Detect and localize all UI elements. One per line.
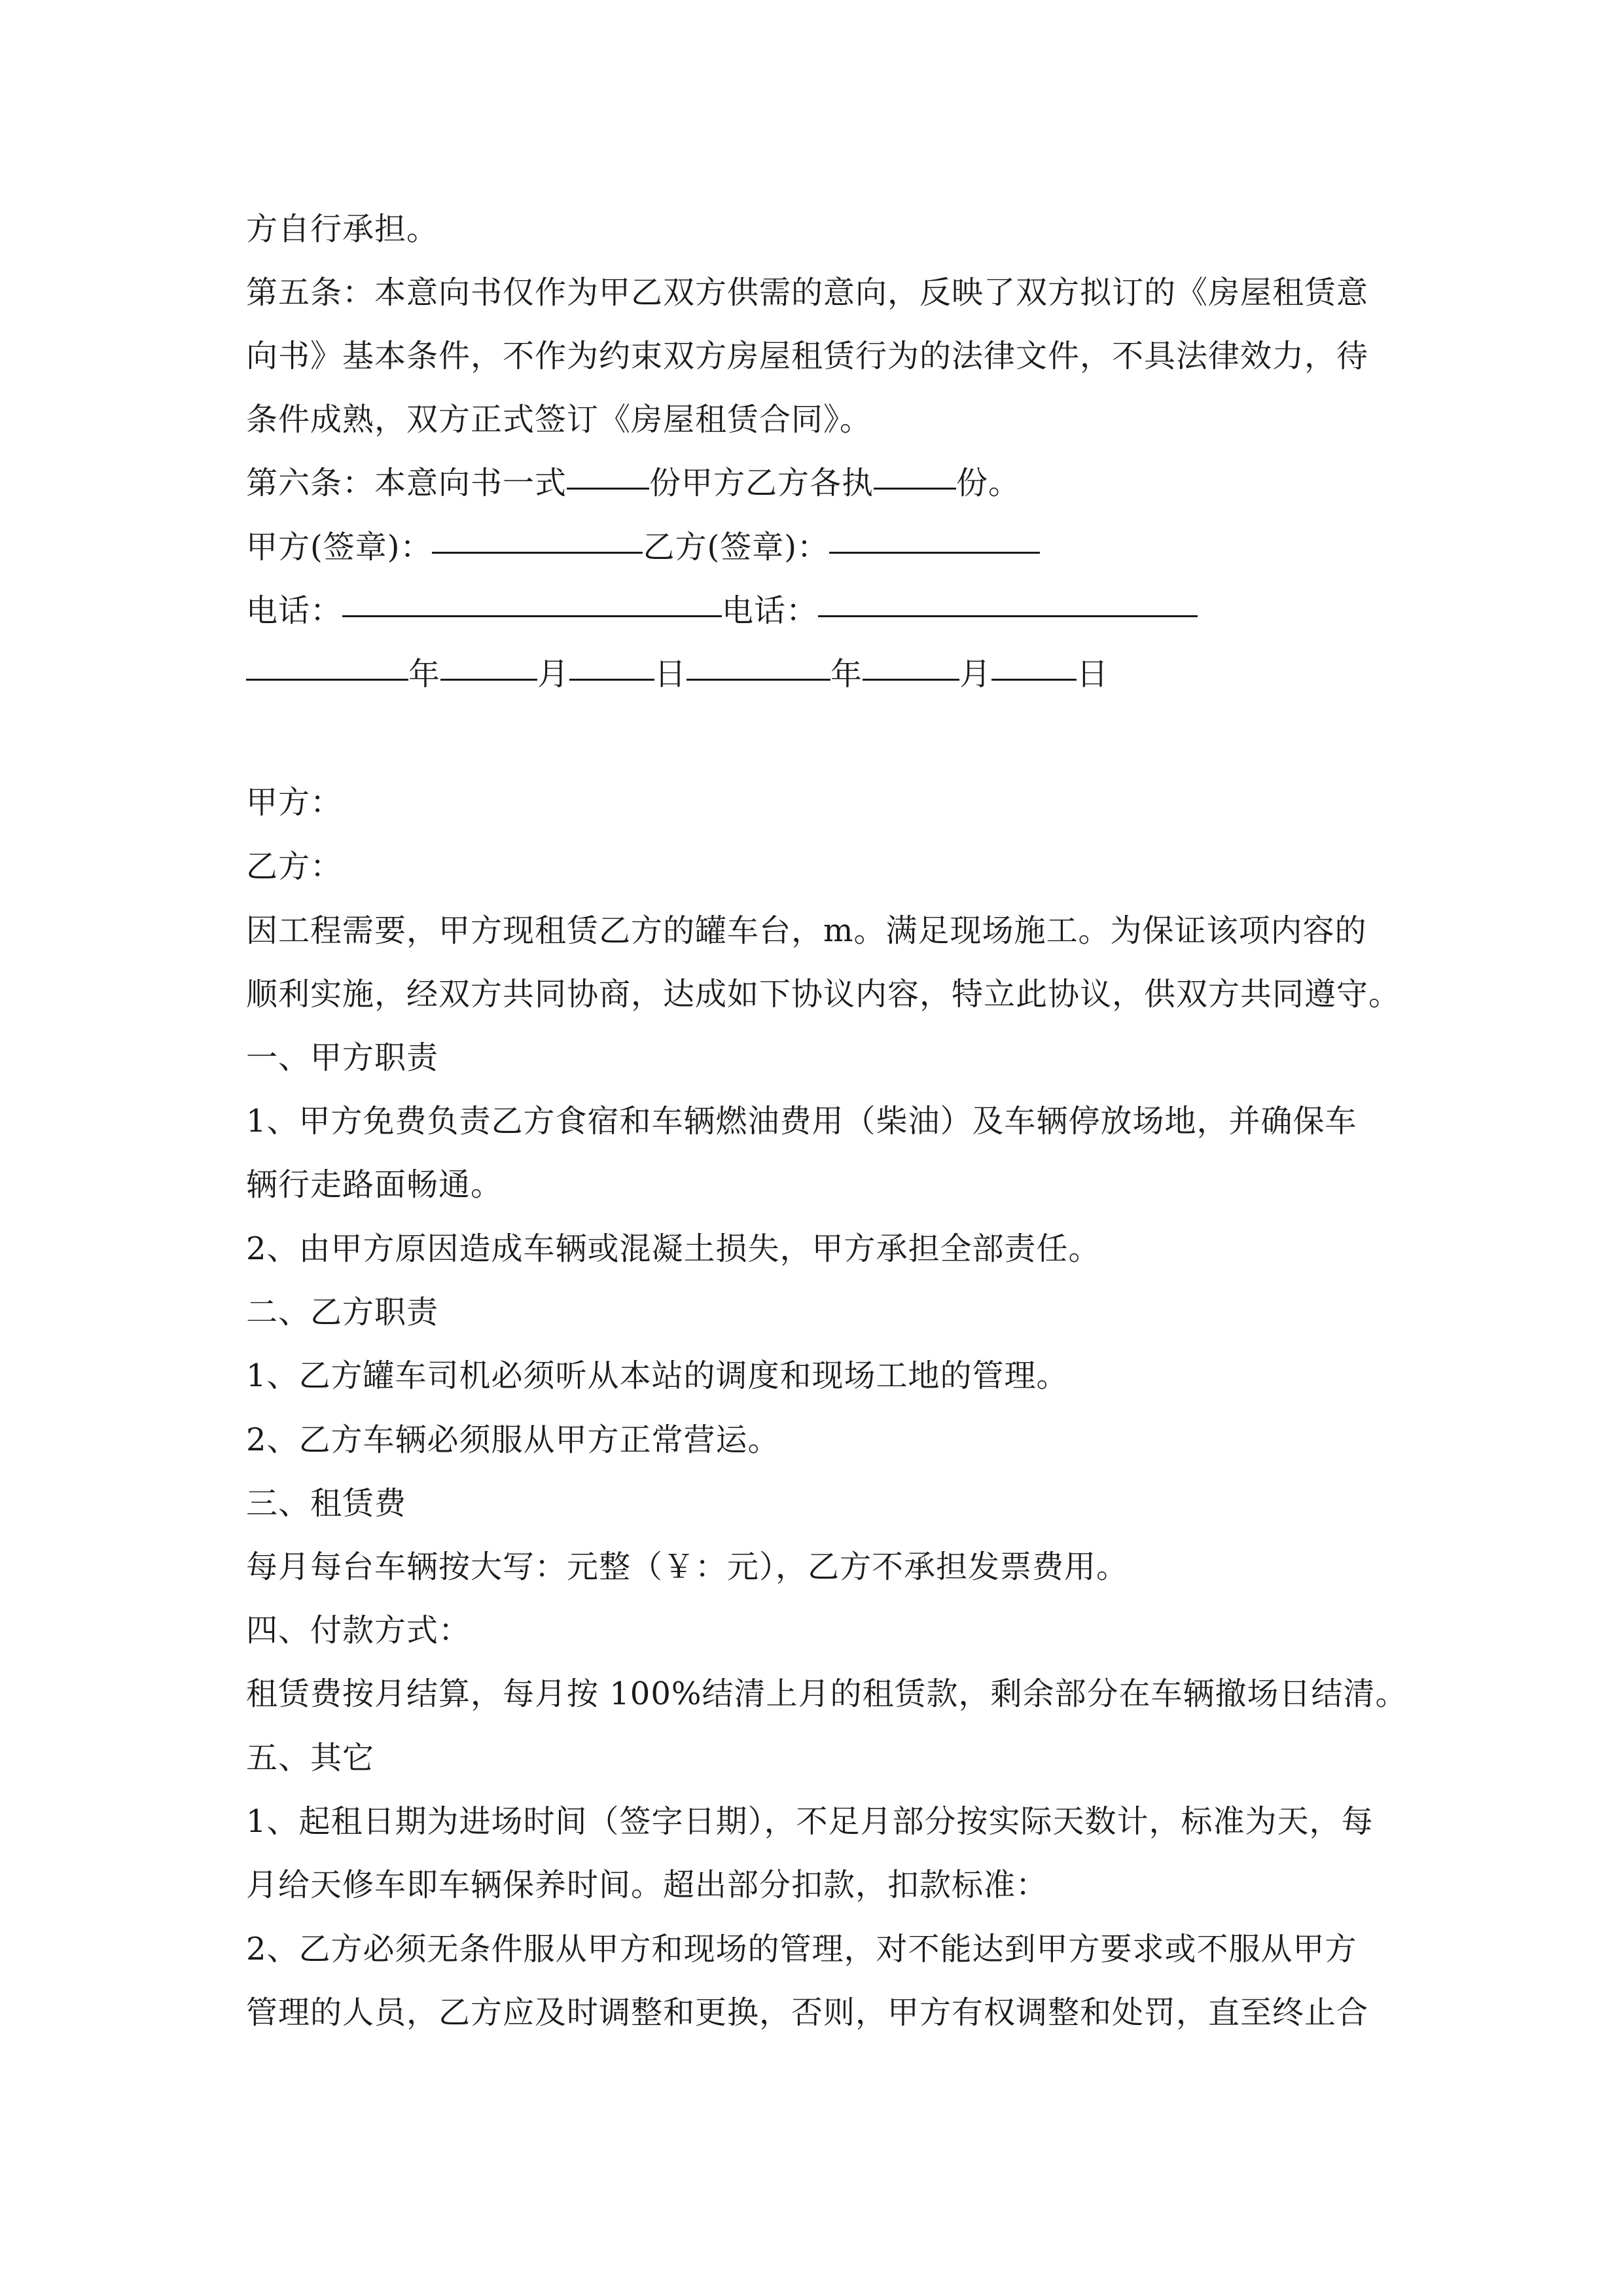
- section-4-title: 四、付款方式：: [246, 1612, 471, 1649]
- date-a-year-blank: [246, 638, 408, 681]
- article-5-line-3: 条件成熟，双方正式签订《房屋租赁合同》。: [246, 401, 872, 438]
- section-3-text: 每月每台车辆按大写：元整（￥：元），乙方不承担发票费用。: [246, 1549, 1129, 1585]
- date-a-month-label: 月: [537, 656, 570, 692]
- section-2-item-2: 2、乙方车辆必须服从甲方正常营运。: [246, 1422, 780, 1458]
- article-6-prefix: 第六条：本意向书一式: [246, 465, 567, 501]
- contract-intro-line-1: 因工程需要，甲方现租赁乙方的罐车台，m。满足现场施工。为保证该项内容的: [246, 912, 1367, 949]
- party-a-seal-blank: [432, 511, 643, 554]
- party-a-seal-label: 甲方(签章)：: [246, 529, 433, 565]
- section-2-item-1: 1、乙方罐车司机必须听从本站的调度和现场工地的管理。: [246, 1357, 1069, 1394]
- section-5-item-2-line-2: 管理的人员，乙方应及时调整和更换，否则，甲方有权调整和处罚，直至终止合: [246, 1994, 1369, 2031]
- section-5-title: 五、其它: [246, 1740, 375, 1776]
- date-line: [246, 641, 1109, 707]
- date-b-day-blank: [991, 638, 1077, 681]
- copies-each-blank: [874, 447, 956, 490]
- contract-party-b: 乙方：: [246, 848, 343, 885]
- date-a-month-blank: [440, 638, 537, 681]
- section-4-text: 租赁费按月结算，每月按 100%结清上月的租赁款，剩余部分在车辆撤场日结清。: [246, 1676, 1408, 1712]
- date-b-year-label: 年: [830, 656, 863, 692]
- date-a-day-label: 日: [654, 656, 687, 692]
- date-b-month-label: 月: [959, 656, 992, 692]
- prev-clause-tail: 方自行承担。: [246, 211, 439, 247]
- section-3-title: 三、租赁费: [246, 1485, 407, 1522]
- article-6-suffix: 份。: [956, 465, 1021, 501]
- section-1-item-1-line-1: 1、甲方免费负责乙方食宿和车辆燃油费用（柴油）及车辆停放场地，并确保车: [246, 1103, 1357, 1139]
- article-5-line-2: 向书》基本条件，不作为约束双方房屋租赁行为的法律文件，不具法律效力，待: [246, 338, 1369, 374]
- party-a-phone-blank: [342, 575, 722, 617]
- article-6-middle: 份甲方乙方各执: [649, 465, 874, 501]
- date-b-year-blank: [687, 638, 830, 681]
- date-a-year-label: 年: [408, 656, 441, 692]
- article-6: [246, 450, 1020, 516]
- section-5-item-1-line-2: 月给天修车即车辆保养时间。超出部分扣款，扣款标准：: [246, 1867, 1048, 1903]
- date-b-day-label: 日: [1077, 656, 1109, 692]
- date-a-day-blank: [569, 638, 654, 681]
- party-b-phone-label: 电话：: [722, 592, 819, 629]
- phone-line: [246, 578, 1198, 643]
- party-b-seal-blank: [829, 511, 1040, 554]
- party-a-phone-label: 电话：: [246, 592, 343, 629]
- section-1-item-1-line-2: 辆行走路面畅通。: [246, 1166, 503, 1203]
- party-b-seal-label: 乙方(签章)：: [643, 529, 829, 565]
- section-5-item-2-line-1: 2、乙方必须无条件服从甲方和现场的管理，对不能达到甲方要求或不服从甲方: [246, 1931, 1357, 1967]
- party-b-phone-blank: [818, 575, 1198, 617]
- section-1-item-2: 2、由甲方原因造成车辆或混凝土损失，甲方承担全部责任。: [246, 1230, 1101, 1267]
- signature-line: [246, 514, 1040, 580]
- section-2-title: 二、乙方职责: [246, 1294, 439, 1331]
- article-5-line-1: 第五条：本意向书仅作为甲乙双方供需的意向，反映了双方拟订的《房屋租赁意: [246, 274, 1369, 311]
- date-b-month-blank: [863, 638, 959, 681]
- contract-party-a: 甲方：: [246, 784, 343, 821]
- contract-intro-line-2: 顺利实施，经双方共同协商，达成如下协议内容，特立此协议，供双方共同遵守。: [246, 976, 1401, 1013]
- copies-total-blank: [567, 447, 649, 490]
- section-5-item-1-line-1: 1、起租日期为进场时间（签字日期），不足月部分按实际天数计，标准为天，每: [246, 1803, 1374, 1840]
- section-1-title: 一、甲方职责: [246, 1039, 439, 1076]
